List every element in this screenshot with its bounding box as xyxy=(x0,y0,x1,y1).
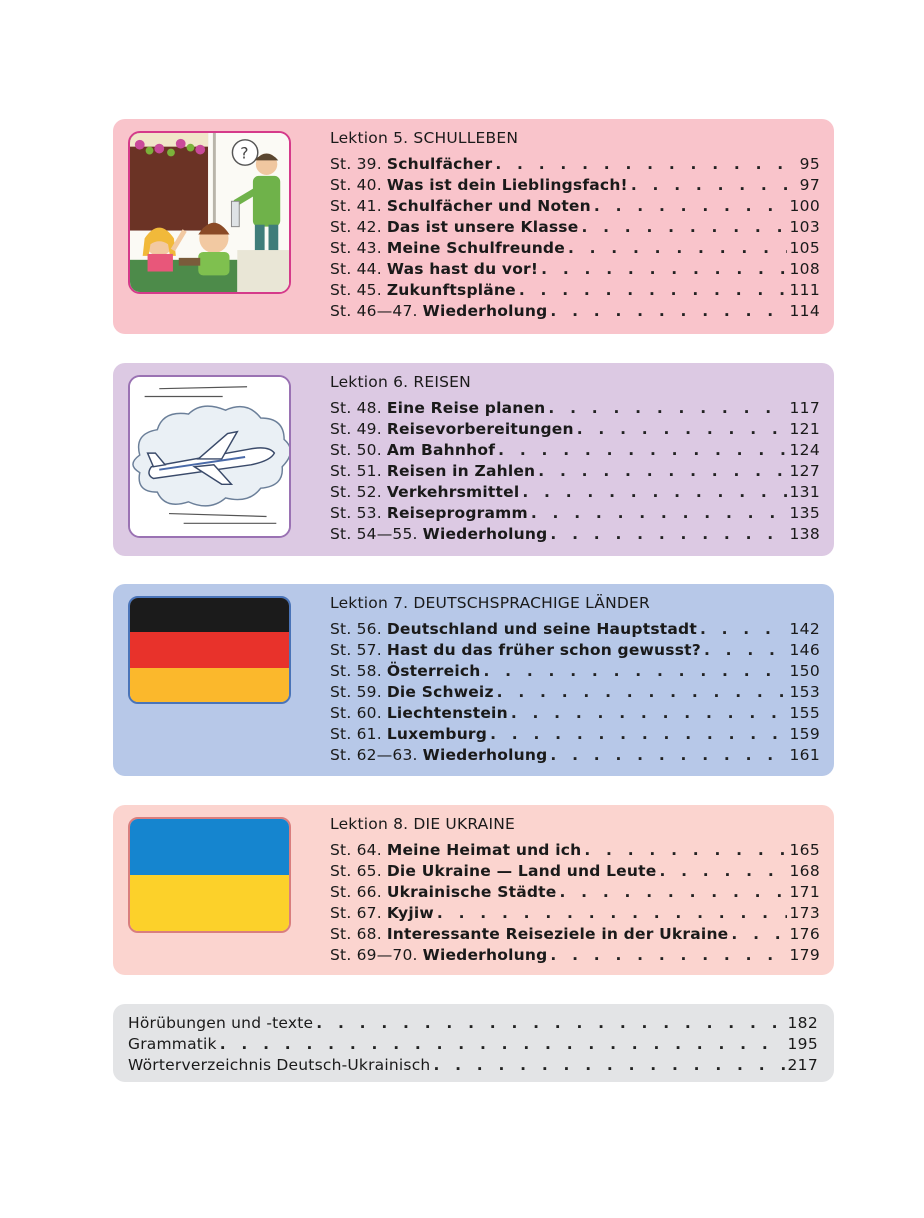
entry-title: Grammatik xyxy=(128,1035,217,1053)
toc-entry[interactable] xyxy=(330,640,820,661)
lesson-title: Lektion 5. SCHULLEBEN xyxy=(330,129,519,147)
toc-entry[interactable] xyxy=(330,882,820,903)
page-number: 95 xyxy=(799,155,820,173)
entry-title: Wiederholung xyxy=(422,302,548,320)
unit-number: St. 44. xyxy=(330,260,382,278)
page-number: 155 xyxy=(789,704,820,722)
entry-title: Wiederholung xyxy=(422,525,548,543)
page-number: 171 xyxy=(789,883,820,901)
dot-leader xyxy=(560,882,787,903)
toc-entry[interactable] xyxy=(330,461,820,482)
dot-leader xyxy=(577,419,787,440)
toc-entry[interactable] xyxy=(330,703,820,724)
toc-entry[interactable] xyxy=(330,945,820,966)
entry-title: Die Ukraine — Land und Leute xyxy=(386,862,657,880)
entry-title: Deutschland und seine Hauptstadt xyxy=(386,620,697,638)
page-number: 168 xyxy=(789,862,820,880)
unit-number: St. 45. xyxy=(330,281,382,299)
dot-leader xyxy=(316,1013,784,1034)
unit-number: St. 54—55. xyxy=(330,525,418,543)
unit-number: St. 49. xyxy=(330,420,382,438)
page-number: 97 xyxy=(799,176,820,194)
dot-leader xyxy=(497,682,787,703)
entry-title: Am Bahnhof xyxy=(386,441,496,459)
entry-title: Das ist unsere Klasse xyxy=(386,218,579,236)
entry-title: Was ist dein Lieblingsfach! xyxy=(386,176,628,194)
dot-leader xyxy=(659,861,786,882)
flag-stripe-gold xyxy=(130,668,289,702)
dot-leader xyxy=(631,175,797,196)
page-number: 153 xyxy=(789,683,820,701)
toc-entry[interactable] xyxy=(330,619,820,640)
toc-entry[interactable] xyxy=(330,503,820,524)
entry-title: Schulfächer und Noten xyxy=(386,197,591,215)
toc-entry[interactable] xyxy=(330,217,820,238)
entry-title: Liechtenstein xyxy=(386,704,508,722)
dot-leader xyxy=(568,238,787,259)
toc-entry[interactable] xyxy=(330,280,820,301)
entry-title: Reisen in Zahlen xyxy=(386,462,536,480)
page-number: 108 xyxy=(789,260,820,278)
unit-number: St. 64. xyxy=(330,841,382,859)
unit-number: St. 59. xyxy=(330,683,382,701)
entry-title: Hast du das früher schon gewusst? xyxy=(386,641,701,659)
dot-leader xyxy=(594,196,787,217)
toc-entry[interactable] xyxy=(330,661,820,682)
entry-title: Wiederholung xyxy=(422,946,548,964)
toc-entry[interactable] xyxy=(330,861,820,882)
toc-entry[interactable] xyxy=(330,259,820,280)
dot-leader xyxy=(522,482,786,503)
dot-leader xyxy=(550,301,786,322)
toc-entry[interactable] xyxy=(128,1013,818,1034)
unit-number: St. 52. xyxy=(330,483,382,501)
dot-leader xyxy=(531,503,787,524)
page-number: 176 xyxy=(789,925,820,943)
page-number: 117 xyxy=(789,399,820,417)
lesson-title: Lektion 6. REISEN xyxy=(330,373,471,391)
lesson-5-block xyxy=(113,119,834,334)
dot-leader xyxy=(550,745,786,766)
page-number: 111 xyxy=(789,281,820,299)
unit-number: St. 58. xyxy=(330,662,382,680)
dot-leader xyxy=(584,840,786,861)
page-number: 121 xyxy=(789,420,820,438)
svg-text:?: ? xyxy=(240,144,249,163)
entry-title: Die Schweiz xyxy=(386,683,494,701)
toc-entry[interactable] xyxy=(330,903,820,924)
toc-entry[interactable] xyxy=(330,175,820,196)
page-number: 138 xyxy=(789,525,820,543)
unit-number: St. 41. xyxy=(330,197,382,215)
flag-stripe-blue xyxy=(130,819,289,875)
dot-leader xyxy=(220,1034,785,1055)
page-number: 179 xyxy=(789,946,820,964)
dot-leader xyxy=(550,524,786,545)
entry-title: Was hast du vor! xyxy=(386,260,539,278)
unit-number: St. 56. xyxy=(330,620,382,638)
toc-entry[interactable] xyxy=(330,924,820,945)
lesson-title: Lektion 7. DEUTSCHSPRACHIGE LÄNDER xyxy=(330,594,650,612)
toc-entry[interactable] xyxy=(330,419,820,440)
unit-number: St. 65. xyxy=(330,862,382,880)
page-number: 142 xyxy=(789,620,820,638)
unit-number: St. 60. xyxy=(330,704,382,722)
toc-entry[interactable] xyxy=(330,398,820,419)
unit-number: St. 53. xyxy=(330,504,382,522)
toc-entry[interactable] xyxy=(128,1055,818,1076)
toc-entry[interactable] xyxy=(128,1034,818,1055)
germany-flag-icon xyxy=(128,596,291,704)
entry-title: Eine Reise planen xyxy=(386,399,546,417)
entry-title: Meine Heimat und ich xyxy=(386,841,582,859)
page-number: 150 xyxy=(789,662,820,680)
appendix-block xyxy=(113,1004,834,1082)
dot-leader xyxy=(437,903,787,924)
unit-number: St. 61. xyxy=(330,725,382,743)
page-number: 195 xyxy=(787,1035,818,1053)
entry-title: Reiseprogramm xyxy=(386,504,528,522)
dot-leader xyxy=(490,724,786,745)
entry-title: Wiederholung xyxy=(422,746,548,764)
page-number: 146 xyxy=(789,641,820,659)
dot-leader xyxy=(498,440,786,461)
unit-number: St. 57. xyxy=(330,641,382,659)
entry-title: Zukunftspläne xyxy=(386,281,516,299)
page-number: 182 xyxy=(787,1014,818,1032)
toc-entry[interactable] xyxy=(330,154,820,175)
entry-title: Österreich xyxy=(386,662,481,680)
dot-leader xyxy=(433,1055,784,1076)
page-number: 124 xyxy=(789,441,820,459)
toc-entry[interactable] xyxy=(330,196,820,217)
toc-entry[interactable] xyxy=(330,840,820,861)
page-number: 105 xyxy=(789,239,820,257)
entry-title: Kyjiw xyxy=(386,904,434,922)
dot-leader xyxy=(519,280,787,301)
dot-leader xyxy=(538,461,786,482)
classroom-illustration-icon xyxy=(128,131,291,294)
toc-entry[interactable] xyxy=(330,682,820,703)
unit-number: St. 68. xyxy=(330,925,382,943)
entry-title: Wörterverzeichnis Deutsch-Ukrainisch xyxy=(128,1056,431,1074)
toc-entry[interactable] xyxy=(330,524,820,545)
page-number: 159 xyxy=(789,725,820,743)
entry-title: Schulfächer xyxy=(386,155,493,173)
page-number: 217 xyxy=(787,1056,818,1074)
page-number: 173 xyxy=(789,904,820,922)
toc-entry[interactable] xyxy=(330,724,820,745)
lesson-8-block xyxy=(113,805,834,975)
dot-leader xyxy=(550,945,786,966)
unit-number: St. 69—70. xyxy=(330,946,418,964)
dot-leader xyxy=(700,619,787,640)
page-number: 161 xyxy=(789,746,820,764)
unit-number: St. 40. xyxy=(330,176,382,194)
unit-number: St. 67. xyxy=(330,904,382,922)
dot-leader xyxy=(548,398,786,419)
dot-leader xyxy=(581,217,786,238)
unit-number: St. 39. xyxy=(330,155,382,173)
page-number: 165 xyxy=(789,841,820,859)
dot-leader xyxy=(511,703,787,724)
dot-leader xyxy=(704,640,787,661)
entry-title: Reisevorbereitungen xyxy=(386,420,574,438)
entry-title: Ukrainische Städte xyxy=(386,883,557,901)
ukraine-flag-icon xyxy=(128,817,291,933)
page-number: 135 xyxy=(789,504,820,522)
flag-stripe-red xyxy=(130,632,289,668)
toc-entry[interactable] xyxy=(330,440,820,461)
entry-title: Verkehrsmittel xyxy=(386,483,520,501)
unit-number: St. 42. xyxy=(330,218,382,236)
dot-leader xyxy=(495,154,796,175)
page-number: 100 xyxy=(789,197,820,215)
unit-number: St. 48. xyxy=(330,399,382,417)
entry-title: Luxemburg xyxy=(386,725,488,743)
entry-title: Interessante Reiseziele in der Ukraine xyxy=(386,925,729,943)
dot-leader xyxy=(541,259,786,280)
dot-leader xyxy=(731,924,786,945)
entry-title: Hörübungen und -texte xyxy=(128,1014,314,1032)
lesson-6-block xyxy=(113,363,834,556)
toc-entry[interactable] xyxy=(330,745,820,766)
entry-title: Meine Schulfreunde xyxy=(386,239,565,257)
unit-number: St. 46—47. xyxy=(330,302,418,320)
toc-entry[interactable] xyxy=(330,301,820,322)
lesson-title: Lektion 8. DIE UKRAINE xyxy=(330,815,516,833)
unit-number: St. 50. xyxy=(330,441,382,459)
airplane-in-clouds-icon xyxy=(128,375,291,538)
unit-number: St. 66. xyxy=(330,883,382,901)
page-number: 114 xyxy=(789,302,820,320)
toc-entry[interactable] xyxy=(330,482,820,503)
unit-number: St. 51. xyxy=(330,462,382,480)
page-number: 103 xyxy=(789,218,820,236)
lesson-7-block xyxy=(113,584,834,776)
unit-number: St. 62—63. xyxy=(330,746,418,764)
unit-number: St. 43. xyxy=(330,239,382,257)
flag-stripe-yellow xyxy=(130,875,289,931)
dot-leader xyxy=(484,661,787,682)
toc-entry[interactable] xyxy=(330,238,820,259)
page-number: 131 xyxy=(789,483,820,501)
flag-stripe-black xyxy=(130,598,289,632)
page-number: 127 xyxy=(789,462,820,480)
